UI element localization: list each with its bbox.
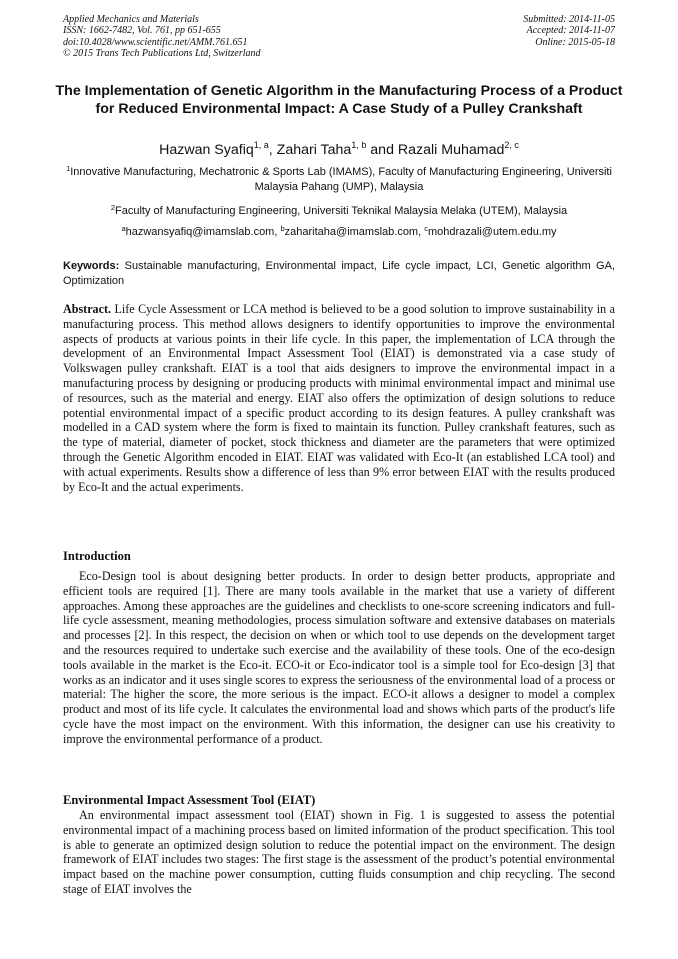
email-address: hazwansyafiq@imamslab.com xyxy=(125,226,275,238)
abstract-text: Life Cycle Assessment or LCA method is believed to be a good solution to improve sustainability in a manufacturing process. This method allows designers to identify opportunities to improve the environmental aspects of products at various points in their life cycle. In this paper, the implementation of LCA through the development of an Environmental Impact Assessment Tool (EIAT) is demonstrated via a case study of Volkswagen pulley crankshaft. EIAT is a tool that aids designers to improve the environmental impact in a manufacturing process by designing or producing products with minimal environmental impact and minimal use of resources, such as the material and energy. EIAT also offers the optimization of design solutions to reduce potential environmental impact of a specific product according to its design features. A pulley crankshaft was modelled in a CAD system where the form is fixed to maintain its function. Pulley crankshaft features, such as the type of material, diameter of pocket, stock thickness and diameter are the parameters that were optimized through the Genetic Algorithm encoded in EIAT. EIAT was validated with Eco-It (an established LCA tool) and with actual experiments. Results show a difference of less than 9% error between EIAT with the results produced by Eco-It and the actual experiments. xyxy=(63,302,615,494)
dates-header xyxy=(523,14,615,48)
affiliation-text: Faculty of Manufacturing Engineering, Universiti Teknikal Malaysia Melaka (UTEM), Malaysia xyxy=(114,205,568,217)
eiat-heading: Environmental Impact Assessment Tool (EIAT) xyxy=(63,793,316,807)
email-address: mohdrazali@utem.edu.my xyxy=(427,226,557,238)
affiliation-1 xyxy=(60,165,618,195)
journal-name: Applied Mechanics and Materials xyxy=(63,14,199,25)
author-list xyxy=(40,141,638,159)
author-affiliation-mark: 1, a xyxy=(253,140,269,150)
author-separator: , xyxy=(268,142,277,158)
affiliation-2 xyxy=(60,204,618,219)
author-affiliation-mark: 1, b xyxy=(351,140,367,150)
introduction-paragraph: Eco-Design tool is about designing better products. In order to design better products, appropriate and efficient tools are required [1]. There are many tools available in the market that use a variety of different approaches. Among these approaches are the guidelines and checklists to one-score screening indicators and full-life cycle assessment, meaning methodologies, process simulation software and extensive databases on materials and processes [2]. In this respect, the decision on when or which tool to use depends on the development target and the resources required to undertake such exercise and the availability of these tools. One of the eco-design tools available in the market is the Eco-it. ECO-it or Eco-indicator tool is a simple tool for Eco-design [3] that works as an indicator and it uses single scores to express the seriousness of the environmental load of a process or material: The higher the score, the more serious is the impact. ECO-it allows a designer to model a complex product and most of its life cycle. It calculates the environmental load and shows which parts of the product's life cycle have the most impact on the environment. With this information, the designer can use his creativity to improve the environmental performance of a product. xyxy=(63,569,615,746)
accepted-date: Accepted: 2014-11-07 xyxy=(526,25,615,37)
doi-line: doi:10.4028/www.scientific.net/AMM.761.651 xyxy=(63,36,248,48)
issn-line: ISSN: 1662-7482, Vol. 761, pp 651-655 xyxy=(63,25,221,37)
abstract-label: Abstract. xyxy=(63,302,112,316)
introduction-heading: Introduction xyxy=(63,549,131,563)
author-separator: and xyxy=(366,142,398,158)
affiliation-text: Innovative Manufacturing, Mechatronic & Sports Lab (IMAMS), Faculty of Manufacturing Engineering, Universiti Malaysia Pahang (UMP), Malaysia xyxy=(70,166,612,193)
keywords-text: Sustainable manufacturing, Environmental impact, Life cycle impact, LCI, Genetic algorithm GA, Optimization xyxy=(63,260,615,287)
author-name: Razali Muhamad xyxy=(397,142,505,158)
paper-title: The Implementation of Genetic Algorithm in the Manufacturing Process of a Product for Reduced Environmental Impact: A Case Study of a Pulley Crankshaft xyxy=(55,83,623,117)
affiliation-mark: 1 xyxy=(66,164,71,173)
affiliation-mark: 2 xyxy=(110,203,115,212)
keywords-block xyxy=(63,259,615,289)
submitted-date: Submitted: 2014-11-05 xyxy=(523,14,615,25)
email-address: zaharitaha@imamslab.com xyxy=(284,226,419,238)
author-name: Zahari Taha xyxy=(276,142,352,158)
email-separator: , xyxy=(418,226,425,238)
author-affiliation-mark: 2, c xyxy=(504,140,519,150)
email-mark: b xyxy=(280,224,285,233)
email-list xyxy=(60,225,618,240)
author-name: Hazwan Syafiq xyxy=(159,142,254,158)
online-date: Online: 2015-05-18 xyxy=(535,36,615,48)
email-separator: , xyxy=(274,226,281,238)
abstract-block xyxy=(63,302,615,494)
eiat-paragraph: An environmental impact assessment tool (EIAT) shown in Fig. 1 is suggested to assess the potential environmental impact of a machining process based on limited information of the product specification. This tool is able to generate an optimized design solution to reduce the potential impact on the environment. The design framework of EIAT includes two stages: The first stage is the assessment of the product’s potential environmental impact based on the machine power consumption, cutting fluids consumption and chip recycling. The second stage of EIAT involves the xyxy=(63,808,615,896)
keywords-label: Keywords: xyxy=(63,260,120,272)
journal-header xyxy=(63,14,261,60)
email-mark: a xyxy=(121,224,126,233)
email-mark: c xyxy=(424,224,428,233)
copyright-line: © 2015 Trans Tech Publications Ltd, Switzerland xyxy=(63,48,261,60)
